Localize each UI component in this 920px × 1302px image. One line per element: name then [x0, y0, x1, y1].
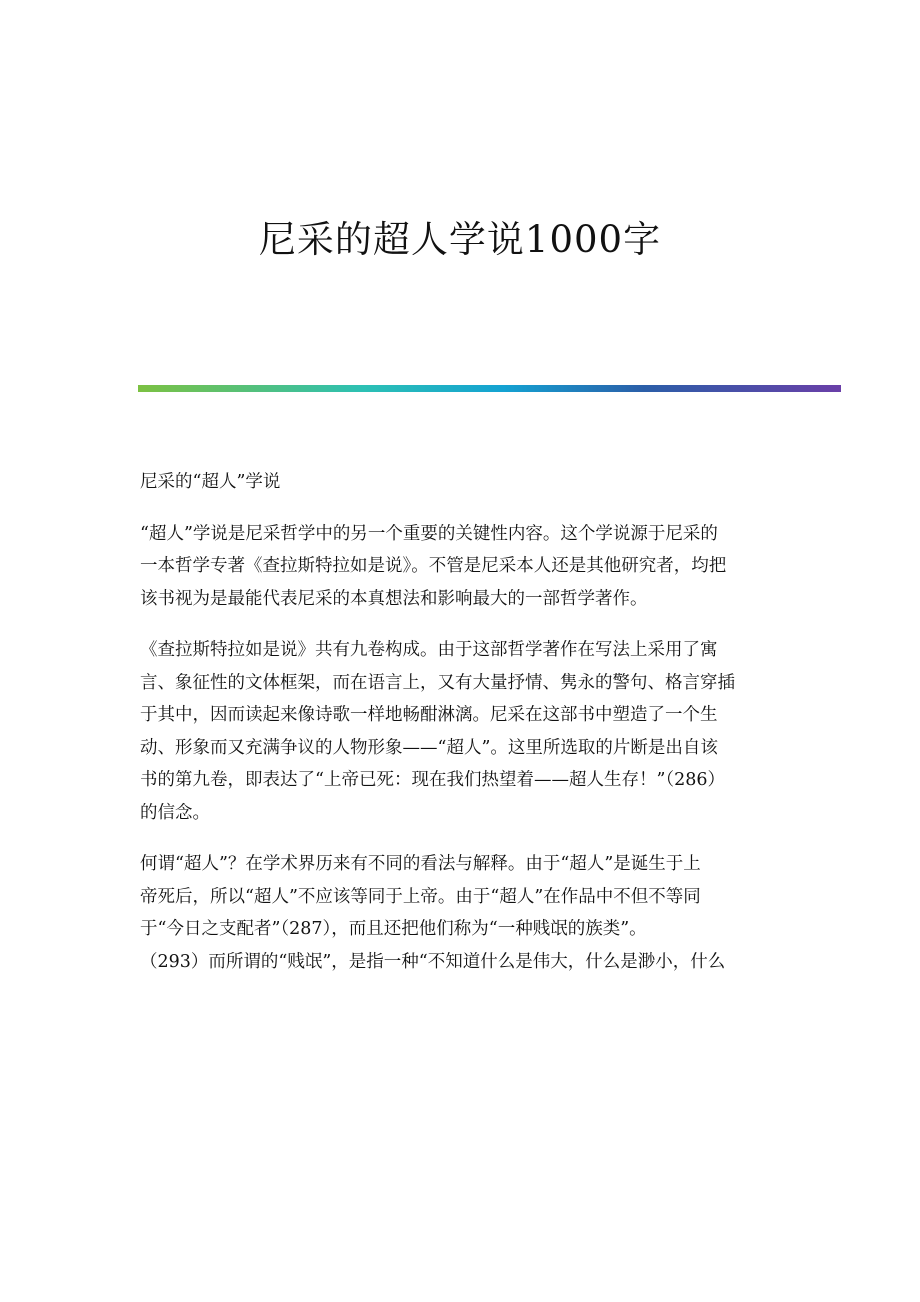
- text-line: 《查拉斯特拉如是说》共有九卷构成。由于这部哲学著作在写法上采用了寓: [140, 640, 718, 660]
- text-line: 尼采的“超人”学说: [140, 472, 281, 492]
- text-line: 书的第九卷，即表达了“上帝已死：现在我们热望着——超人生存！”（286）: [140, 770, 726, 790]
- paragraph-heading: [140, 466, 780, 499]
- text-line: 何谓“超人”？在学术界历来有不同的看法与解释。由于“超人”是诞生于上: [140, 854, 701, 874]
- title-divider: [138, 385, 841, 392]
- text-line: 言、象征性的文体框架，而在语言上，又有大量抒情、隽永的警句、格言穿插: [140, 672, 735, 693]
- paragraph-intro: [140, 518, 780, 616]
- text-line: 动、形象而又充满争议的人物形象——“超人”。这里所选取的片断是出自该: [140, 737, 718, 758]
- paragraph-definition: [140, 848, 780, 978]
- document-title: 尼采的超人学说1000字: [258, 218, 662, 261]
- text-line: （293）而所谓的“贱氓”，是指一种“不知道什么是伟大，什么是渺小，什么: [140, 951, 726, 972]
- document-body: [140, 466, 780, 997]
- text-line: 的信念。: [140, 802, 210, 823]
- text-line: 一本哲学专著《查拉斯特拉如是说》。不管是尼采本人还是其他研究者，均把: [140, 556, 727, 576]
- paragraph-zarathustra: [140, 634, 780, 829]
- text-line: 于“今日之支配者”（287），而且还把他们称为“一种贱氓的族类”。: [140, 919, 647, 939]
- text-line: “超人”学说是尼采哲学中的另一个重要的关键性内容。这个学说源于尼采的: [140, 523, 718, 544]
- text-line: 于其中，因而读起来像诗歌一样地畅酣淋漓。尼采在这部书中塑造了一个生: [140, 705, 718, 725]
- text-line: 帝死后，所以“超人”不应该等同于上帝。由于“超人”在作品中不但不等同: [140, 886, 701, 907]
- text-line: 该书视为是最能代表尼采的本真想法和影响最大的一部哲学著作。: [140, 588, 648, 609]
